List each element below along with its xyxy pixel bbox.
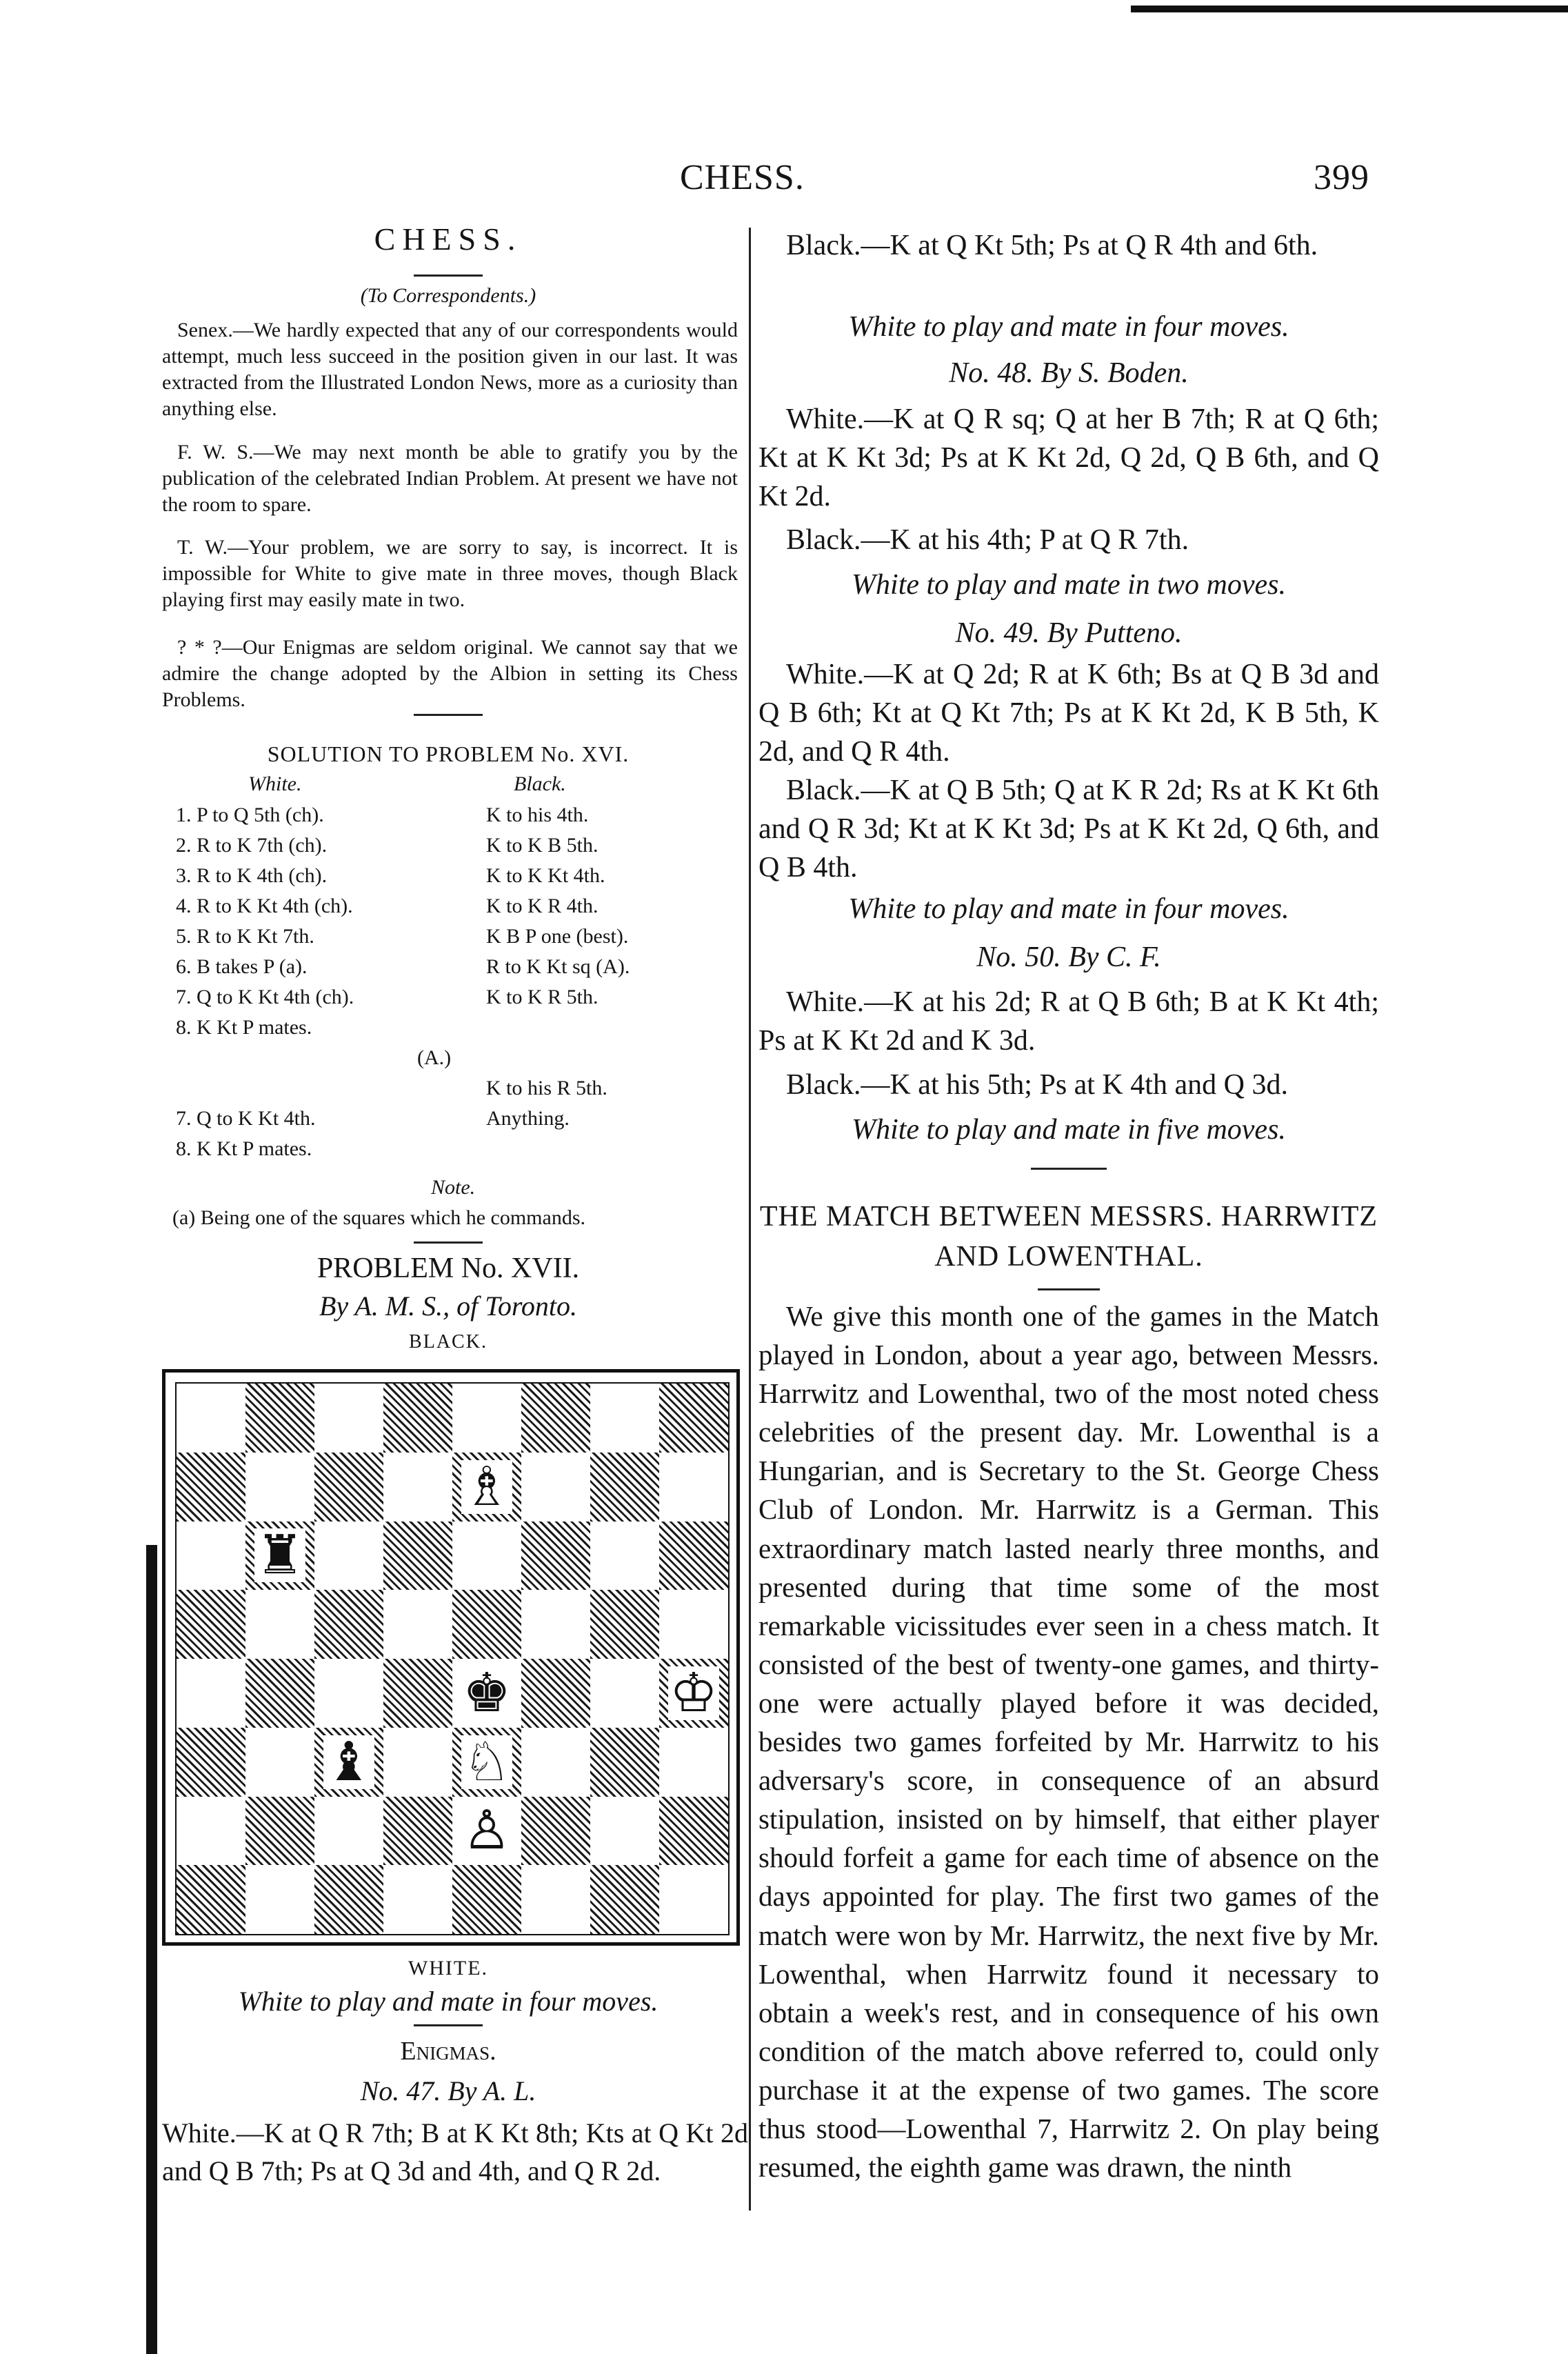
board-grid bbox=[175, 1382, 730, 1935]
board-square bbox=[521, 1590, 590, 1659]
problem-title: PROBLEM No. XVII. bbox=[316, 1253, 580, 1284]
board-square bbox=[177, 1522, 245, 1590]
board-square bbox=[590, 1728, 659, 1797]
variation-white-move: 8. K Kt P mates. bbox=[176, 1137, 312, 1160]
correspondents-heading: (To Correspondents.) bbox=[360, 284, 536, 307]
board-square bbox=[383, 1865, 452, 1934]
divider bbox=[1038, 1288, 1100, 1290]
board-square bbox=[314, 1659, 383, 1728]
solution-black-move: R to K Kt sq (A). bbox=[486, 955, 630, 978]
board-square bbox=[659, 1453, 728, 1522]
divider bbox=[414, 714, 483, 716]
column-divider bbox=[749, 228, 751, 2211]
board-square bbox=[521, 1865, 590, 1934]
board-square bbox=[245, 1865, 314, 1934]
board-square bbox=[590, 1384, 659, 1453]
board-square bbox=[314, 1522, 383, 1590]
chess-board bbox=[162, 1369, 740, 1946]
board-square bbox=[452, 1384, 521, 1453]
solution-black-move: K to K R 5th. bbox=[486, 986, 599, 1008]
no50-caption: White to play and mate in five moves. bbox=[852, 1114, 1286, 1146]
board-square bbox=[659, 1728, 728, 1797]
board-square bbox=[590, 1865, 659, 1934]
solution-white-move: 2. R to K 7th (ch). bbox=[176, 834, 328, 857]
solution-white-move: 8. K Kt P mates. bbox=[176, 1016, 312, 1039]
no50-black: Black.—K at his 5th; Ps at K 4th and Q 3d. bbox=[786, 1069, 1288, 1101]
board-square bbox=[590, 1659, 659, 1728]
variation-black-move: K to his R 5th. bbox=[486, 1077, 607, 1099]
no48-caption: White to play and mate in two moves. bbox=[852, 569, 1286, 601]
solution-white-move: 3. R to K 4th (ch). bbox=[176, 864, 328, 887]
board-square bbox=[590, 1797, 659, 1866]
solution-black-move: K to his 4th. bbox=[486, 804, 589, 826]
board-square bbox=[383, 1728, 452, 1797]
board-black-label: BLACK. bbox=[409, 1331, 488, 1353]
board-square bbox=[521, 1728, 590, 1797]
note-tw: T. W.—Your problem, we are sorry to say, is incorrect. It is impossible for White to give mate in three moves, though Black playing first may easily mate in two. bbox=[162, 536, 738, 611]
board-square bbox=[314, 1797, 383, 1866]
no49-black: Black.—K at Q B 5th; Q at K R 2d; Rs at K Kt 6th and Q R 3d; Kt at K Kt 3d; Ps at K Kt 2d, Q 6th, and Q B 4th. bbox=[758, 775, 1379, 884]
match-article-text: We give this month one of the games in the Match played in London, about a year ago, between Messrs. Harrwitz and Lowenthal, two of the most noted chess celebrities of the present day. Mr. Lowenthal is a Hungarian, and is Secretary to the St. George Chess Club of London. Mr. Harrwitz is a German. This extraordinary match lasted nearly three months, and presented during that time some of the most remarkable vicissitudes ever seen in a chess match. It consisted of the best of twenty-one games, and thirty-one were actually played before it was decided, besides two games forfeited by Mr. Harrwitz to his adversary's score, in consequence of an absurd stipulation, insisted on by himself, that either player should forfeit a game for each time of absence on the days appointed for play. The first two games of the match were won by Mr. Harrwitz, the next five by Mr. Lowenthal, when Harrwitz found it necessary to obtain a week's rest, and in consequence of his own condition of the match above referred to, could only purchase it at the expense of two games. The score thus stood—Lowenthal 7, Harrwitz 2. On play being resumed, the eighth game was drawn, the ninth bbox=[758, 1300, 1379, 2184]
divider bbox=[1031, 1168, 1107, 1170]
solution-white-move: 5. R to K Kt 7th. bbox=[176, 925, 314, 948]
board-square bbox=[383, 1453, 452, 1522]
board-square bbox=[659, 1522, 728, 1590]
no50-white: White.—K at his 2d; R at Q B 6th; B at K Kt 4th; Ps at K Kt 2d and K 3d. bbox=[758, 986, 1379, 1057]
note-text: (a) Being one of the squares which he commands. bbox=[172, 1206, 585, 1229]
no48-black: Black.—K at his 4th; P at Q R 7th. bbox=[786, 524, 1189, 556]
board-square bbox=[383, 1797, 452, 1866]
board-square bbox=[245, 1522, 314, 1590]
solution-black-move: K to K Kt 4th. bbox=[486, 864, 605, 887]
board-square bbox=[177, 1797, 245, 1866]
board-square bbox=[521, 1659, 590, 1728]
page-number: 399 bbox=[1314, 158, 1369, 197]
board-square bbox=[452, 1453, 521, 1522]
board-square bbox=[245, 1728, 314, 1797]
board-square bbox=[590, 1453, 659, 1522]
board-square bbox=[590, 1590, 659, 1659]
solution-white-label: White. bbox=[248, 772, 302, 795]
no49-white: White.—K at Q 2d; R at K 6th; Bs at Q B 3d and Q B 6th; Kt at Q Kt 7th; Ps at K Kt 2d, K B 5th, K 2d, and Q R 4th. bbox=[758, 659, 1379, 768]
no47-title: No. 47. By A. L. bbox=[360, 2075, 536, 2106]
binding-edge-bar bbox=[146, 1545, 157, 2354]
divider bbox=[414, 1241, 483, 1244]
board-square bbox=[659, 1590, 728, 1659]
white-bishop-icon: ♗ bbox=[463, 1455, 511, 1518]
problem-author: By A. M. S., of Toronto. bbox=[319, 1290, 578, 1321]
running-head-title: CHESS. bbox=[680, 158, 805, 197]
section-heading: CHESS. bbox=[374, 221, 523, 257]
solution-title: SOLUTION TO PROBLEM No. XVI. bbox=[267, 741, 630, 766]
board-square bbox=[177, 1453, 245, 1522]
board-square bbox=[452, 1659, 521, 1728]
black-bishop-icon: ♝ bbox=[325, 1730, 373, 1793]
board-square bbox=[314, 1384, 383, 1453]
variation-black-move: Anything. bbox=[486, 1107, 570, 1130]
board-square bbox=[245, 1590, 314, 1659]
board-square bbox=[521, 1453, 590, 1522]
board-square bbox=[590, 1522, 659, 1590]
board-square bbox=[314, 1590, 383, 1659]
solution-black-move: K B P one (best). bbox=[486, 925, 629, 948]
white-king-icon: ♔ bbox=[670, 1662, 718, 1724]
board-square bbox=[245, 1453, 314, 1522]
solution-white-move: 1. P to Q 5th (ch). bbox=[176, 804, 324, 826]
board-square bbox=[659, 1865, 728, 1934]
board-square bbox=[177, 1659, 245, 1728]
board-square bbox=[245, 1659, 314, 1728]
solution-white-move: 6. B takes P (a). bbox=[176, 955, 308, 978]
board-square bbox=[383, 1522, 452, 1590]
board-square bbox=[452, 1728, 521, 1797]
note-label: Note. bbox=[431, 1176, 476, 1199]
no47-black: Black.—K at Q Kt 5th; Ps at Q R 4th and 6th. bbox=[786, 230, 1318, 261]
board-square bbox=[521, 1797, 590, 1866]
board-square bbox=[521, 1522, 590, 1590]
board-square bbox=[177, 1865, 245, 1934]
solution-black-move: K to K B 5th. bbox=[486, 834, 599, 857]
board-square bbox=[452, 1522, 521, 1590]
board-square bbox=[659, 1659, 728, 1728]
variation-white-move: 7. Q to K Kt 4th. bbox=[176, 1107, 316, 1130]
white-knight-icon: ♘ bbox=[463, 1730, 511, 1793]
solution-white-move: 4. R to K Kt 4th (ch). bbox=[176, 895, 353, 917]
board-square bbox=[383, 1590, 452, 1659]
board-square bbox=[452, 1590, 521, 1659]
board-square bbox=[314, 1865, 383, 1934]
white-pawn-icon: ♙ bbox=[463, 1799, 511, 1862]
board-square bbox=[245, 1797, 314, 1866]
match-title: THE MATCH BETWEEN MESSRS. HARRWITZ AND LOWENTHAL. bbox=[759, 1201, 1378, 1273]
top-edge-bar bbox=[1131, 6, 1568, 12]
no48-white: White.—K at Q R sq; Q at her B 7th; R at Q 6th; Kt at K Kt 3d; Ps at K Kt 2d, Q 2d, Q B 6th, and Q Kt 2d. bbox=[758, 403, 1379, 512]
board-square bbox=[383, 1384, 452, 1453]
no49-caption: White to play and mate in four moves. bbox=[848, 893, 1289, 925]
enigmas-heading: Enigmas. bbox=[400, 2037, 496, 2066]
board-white-label: WHITE. bbox=[408, 1957, 489, 1979]
no47-caption: White to play and mate in four moves. bbox=[848, 311, 1289, 343]
solution-black-move: K to K R 4th. bbox=[486, 895, 599, 917]
black-king-icon: ♚ bbox=[463, 1662, 511, 1724]
board-square bbox=[452, 1797, 521, 1866]
divider bbox=[414, 275, 483, 277]
problem-caption: White to play and mate in four moves. bbox=[238, 1986, 659, 2017]
board-square bbox=[452, 1865, 521, 1934]
board-square bbox=[659, 1384, 728, 1453]
board-square bbox=[659, 1797, 728, 1866]
note-fws: F. W. S.—We may next month be able to gratify you by the publication of the celebrated Indian Problem. At present we have not the room to spare. bbox=[162, 441, 738, 516]
solution-black-label: Black. bbox=[514, 772, 566, 795]
board-square bbox=[177, 1590, 245, 1659]
board-square bbox=[177, 1384, 245, 1453]
no47-white: White.—K at Q R 7th; B at K Kt 8th; Kts at Q Kt 2d and Q B 7th; Ps at Q 3d and 4th, and Q R 2d. bbox=[162, 2117, 748, 2186]
board-square bbox=[521, 1384, 590, 1453]
board-square bbox=[383, 1659, 452, 1728]
board-square bbox=[314, 1453, 383, 1522]
board-square bbox=[314, 1728, 383, 1797]
no49-title: No. 49. By Putteno. bbox=[955, 617, 1183, 649]
variation-label: (A.) bbox=[417, 1046, 452, 1069]
board-square bbox=[177, 1728, 245, 1797]
note-enigmas: ? * ?—Our Enigmas are seldom original. We cannot say that we admire the change adopted by the Albion in setting its Chess Problems. bbox=[162, 636, 738, 711]
solution-white-move: 7. Q to K Kt 4th (ch). bbox=[176, 986, 354, 1008]
board-square bbox=[245, 1384, 314, 1453]
no48-title: No. 48. By S. Boden. bbox=[949, 357, 1189, 389]
note-senex: Senex.—We hardly expected that any of our correspondents would attempt, much less succeed in the position given in our last. It was extracted from the Illustrated London News, more as a curiosity than anything else. bbox=[162, 319, 738, 420]
no50-title: No. 50. By C. F. bbox=[976, 941, 1161, 973]
black-rook-icon: ♜ bbox=[256, 1524, 304, 1587]
divider bbox=[414, 2024, 483, 2026]
